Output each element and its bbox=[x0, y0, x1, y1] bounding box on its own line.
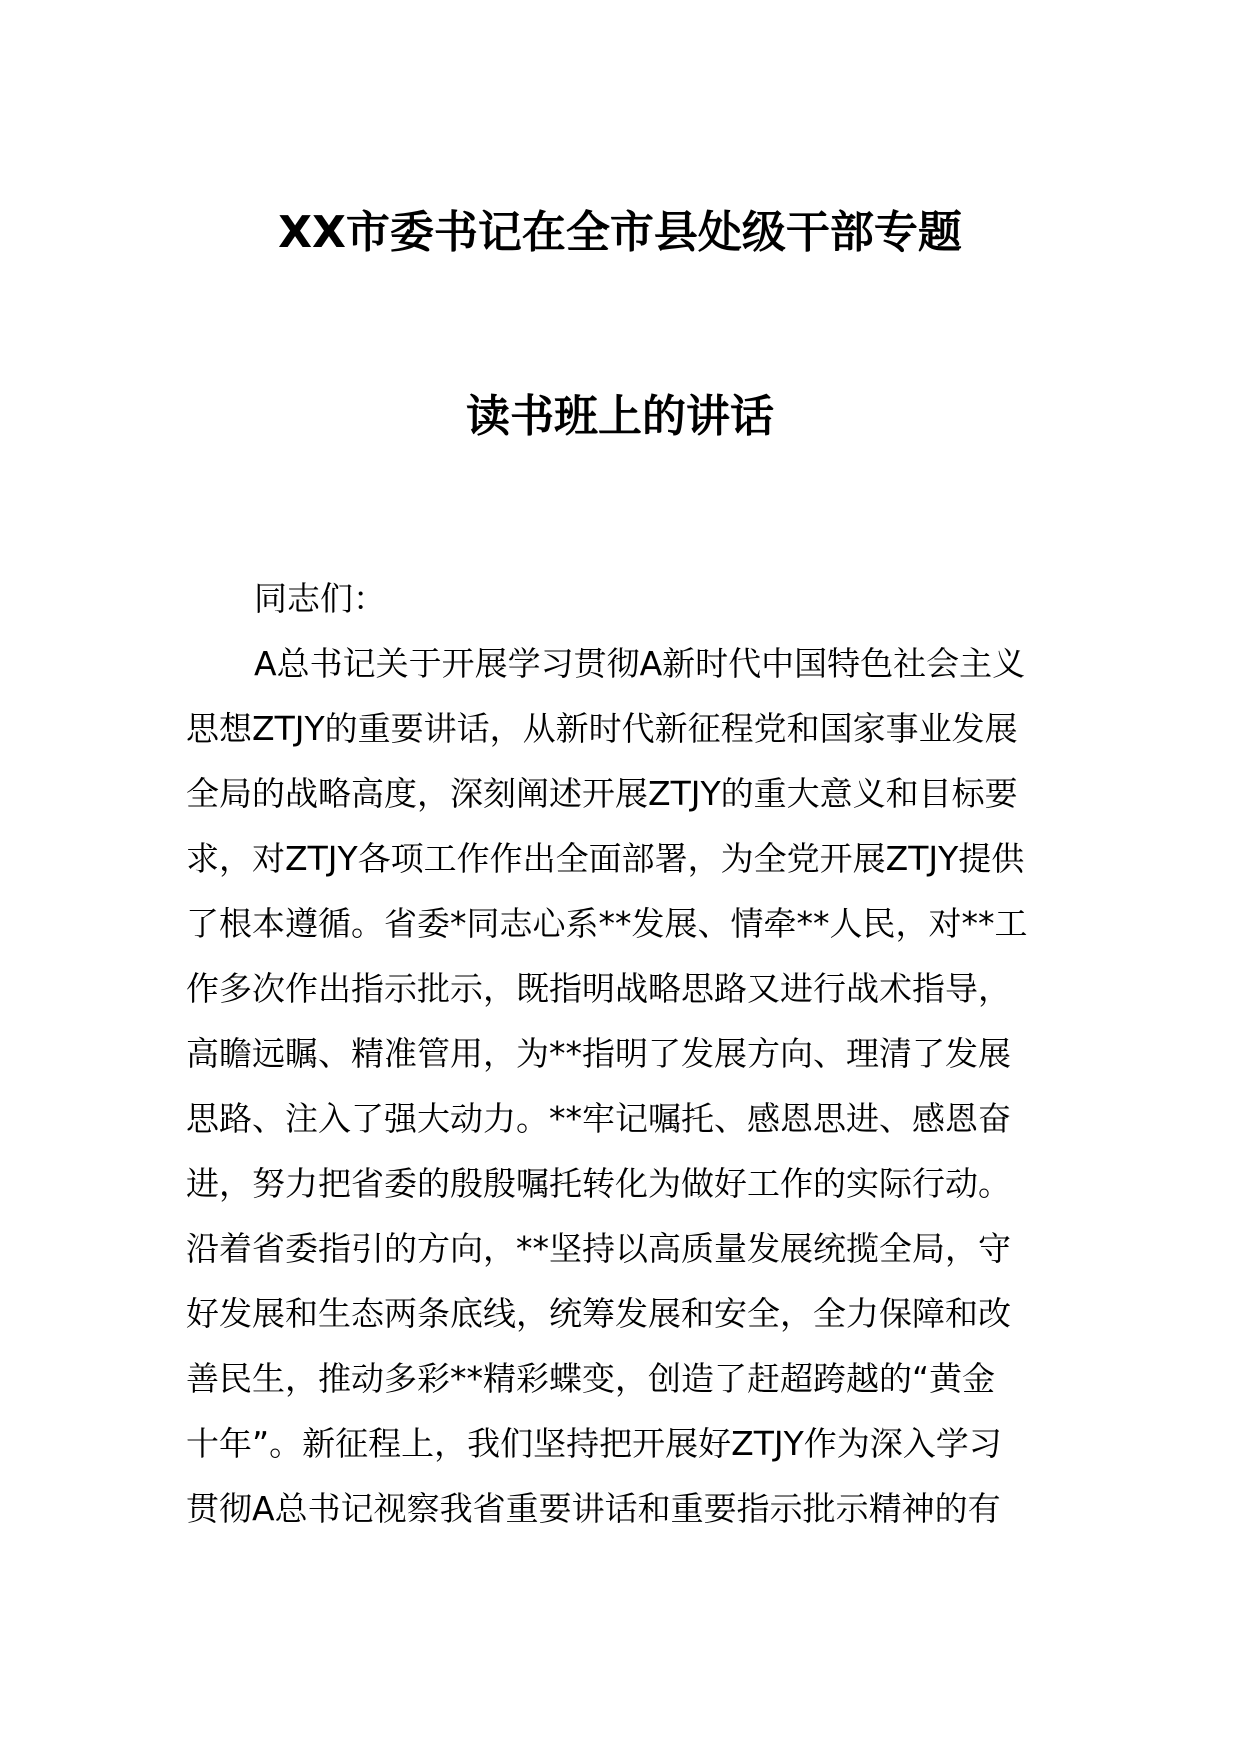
body-line: 了根本遵循。省委*同志心系**发展、情牵**人民，对**工 bbox=[186, 904, 1028, 943]
body-line: 好发展和生态两条底线，统筹发展和安全，全力保障和改 bbox=[186, 1294, 1011, 1333]
body-line: 贯彻A总书记视察我省重要讲话和重要指示批示精神的有 bbox=[186, 1489, 1001, 1528]
body-line: 进，努力把省委的殷殷嘱托转化为做好工作的实际行动。 bbox=[186, 1164, 1011, 1203]
body-line: 十年”。新征程上，我们坚持把开展好ZTJY作为深入学习 bbox=[186, 1424, 1002, 1463]
body-line: 思想ZTJY的重要讲话，从新时代新征程党和国家事业发展 bbox=[186, 709, 1018, 748]
body-line: 全局的战略高度，深刻阐述开展ZTJY的重大意义和目标要 bbox=[186, 774, 1018, 813]
body-line: 沿着省委指引的方向，**坚持以高质量发展统揽全局，守 bbox=[186, 1229, 1011, 1268]
document-title-line-2: 读书班上的讲话 bbox=[466, 391, 774, 442]
body-line: 作多次作出指示批示，既指明战略思路又进行战术指导， bbox=[186, 969, 1011, 1008]
greeting: 同志们： bbox=[254, 579, 386, 618]
body-line: A总书记关于开展学习贯彻A新时代中国特色社会主义 bbox=[254, 644, 1026, 683]
body-line: 思路、注入了强大动力。**牢记嘱托、感恩思进、感恩奋 bbox=[186, 1099, 1011, 1138]
document-title-line-1: XX市委书记在全市县处级干部专题 bbox=[278, 207, 962, 258]
body-line: 高瞻远瞩、精准管用，为**指明了发展方向、理清了发展 bbox=[186, 1034, 1011, 1073]
body-line: 善民生，推动多彩**精彩蝶变，创造了赶超跨越的“黄金 bbox=[186, 1359, 996, 1398]
body-line: 求，对ZTJY各项工作作出全面部署，为全党开展ZTJY提供 bbox=[186, 839, 1025, 878]
